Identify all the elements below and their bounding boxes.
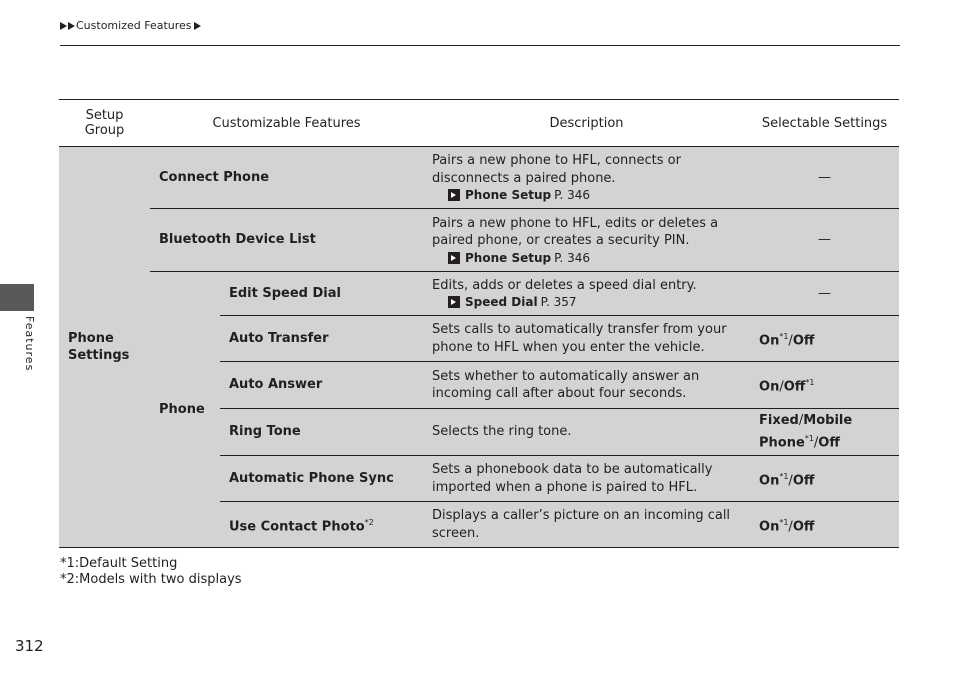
selectable-setting: —: [750, 147, 899, 209]
feature-description: [423, 147, 750, 209]
selectable-setting: —: [750, 272, 899, 316]
breadcrumb-label[interactable]: Customized Features: [76, 19, 192, 32]
feature-name: Automatic Phone Sync: [220, 456, 423, 502]
footnote: *1:Default Setting: [60, 556, 178, 571]
feature-name: Connect Phone: [150, 147, 423, 209]
feature-name: Bluetooth Device List: [150, 209, 423, 272]
description-text: Displays a caller’s picture on an incoming call screen.: [423, 502, 750, 548]
feature-description: [423, 209, 750, 272]
header-divider: [60, 45, 900, 46]
table-row: [59, 272, 899, 316]
feature-name: Ring Tone: [220, 409, 423, 456]
cross-reference-link[interactable]: [432, 250, 741, 266]
reference-title[interactable]: Phone Setup: [465, 250, 552, 265]
feature-description: [423, 272, 750, 316]
description-text: Sets a phonebook data to be automatically imported when a phone is paired to HFL.: [423, 456, 750, 502]
footnote: *2:Models with two displays: [60, 572, 242, 587]
reference-title[interactable]: Phone Setup: [465, 188, 552, 202]
description-text: Sets whether to automatically answer an incoming call after about four seconds.: [423, 362, 750, 409]
selectable-setting: On$^{*1}$/Off: [750, 456, 899, 502]
feature-name: Auto Answer: [220, 362, 423, 409]
description-text: Pairs a new phone to HFL, connects or disconnects a paired phone.: [432, 153, 681, 186]
page-number: 312: [15, 637, 44, 655]
selectable-setting: On$^{*1}$/Off: [750, 502, 899, 548]
cross-reference-link[interactable]: [432, 187, 741, 203]
selectable-setting: —: [750, 209, 899, 272]
selectable-setting: Fixed/Mobile Phone$^{*1}$/Off: [750, 409, 899, 456]
selectable-setting: On/Off$^{*1}$: [750, 362, 899, 409]
reference-arrow-icon: [448, 252, 460, 264]
cross-reference-link[interactable]: [432, 294, 741, 310]
reference-page[interactable]: P. 357: [540, 295, 577, 310]
feature-name: Edit Speed Dial: [220, 272, 423, 316]
reference-page[interactable]: P. 346: [554, 250, 591, 265]
table-row: [59, 209, 899, 272]
header-setup-group: Setup Group: [59, 100, 150, 147]
description-text: Edits, adds or deletes a speed dial entry.: [432, 277, 697, 293]
subgroup-cell: Phone: [150, 272, 220, 548]
reference-title[interactable]: Speed Dial: [465, 295, 538, 310]
breadcrumb[interactable]: [60, 19, 202, 33]
customizable-features-table: [59, 99, 899, 548]
triangle-right-icon: [194, 22, 201, 30]
setup-group-cell: Phone Settings: [59, 147, 150, 548]
description-text: Selects the ring tone.: [423, 409, 750, 456]
header-selectable-settings: Selectable Settings: [750, 100, 899, 147]
reference-arrow-icon: [448, 189, 460, 201]
reference-page[interactable]: P. 346: [554, 188, 591, 202]
section-tab-label: Features: [23, 316, 36, 372]
footnotes: [60, 556, 242, 588]
description-text: Pairs a new phone to HFL, edits or deletes a paired phone, or creates a security PIN.: [432, 215, 719, 248]
description-text: Sets calls to automatically transfer from your phone to HFL when you enter the vehicle.: [423, 316, 750, 362]
triangle-right-icon: [68, 22, 75, 30]
feature-name: Use Contact Photo$^{*2}$: [220, 502, 423, 548]
feature-name: Auto Transfer: [220, 316, 423, 362]
triangle-right-icon: [60, 22, 67, 30]
reference-arrow-icon: [448, 296, 460, 308]
table-header-row: [59, 100, 899, 147]
section-tab[interactable]: [0, 284, 34, 311]
header-customizable-features: Customizable Features: [150, 100, 423, 147]
selectable-setting: On$^{*1}$/Off: [750, 316, 899, 362]
header-description: Description: [423, 100, 750, 147]
table-row: [59, 147, 899, 209]
